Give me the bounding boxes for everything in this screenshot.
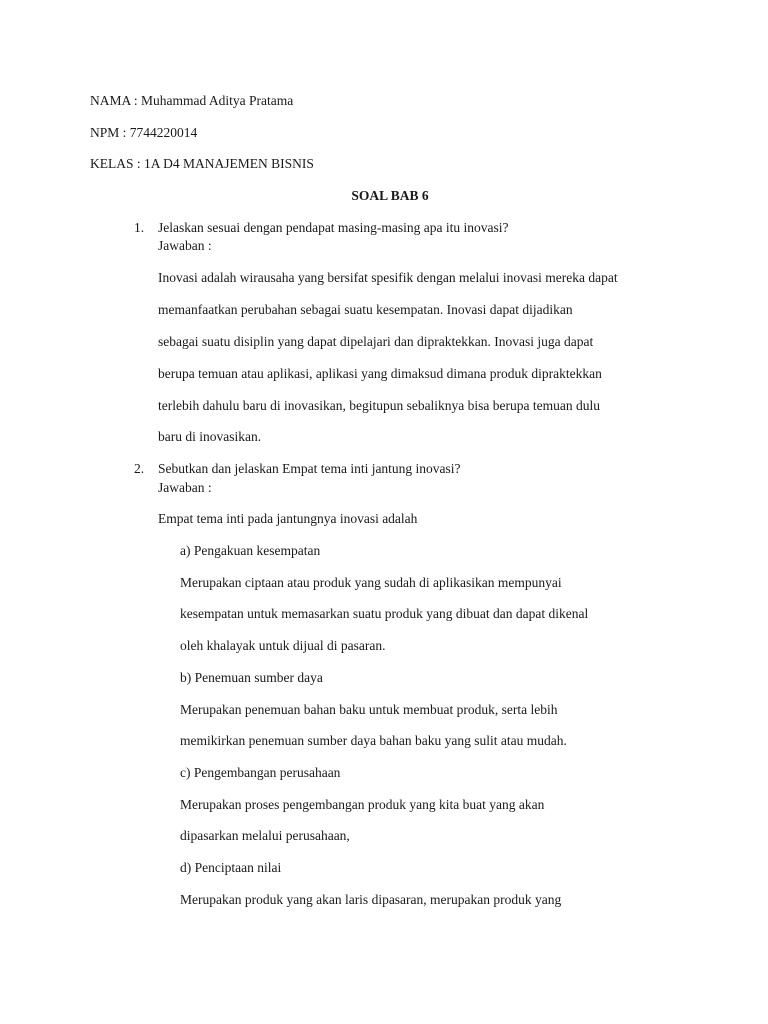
theme-heading-d: d) Penciptaan nilai bbox=[180, 860, 282, 875]
theme-heading-b: b) Penemuan sumber daya bbox=[180, 670, 323, 685]
answer-1-line: memanfaatkan perubahan sebagai suatu kesempatan. Inovasi dapat dijadikan bbox=[158, 302, 573, 317]
question-2-text: Sebutkan dan jelaskan Empat tema inti jantung inovasi? bbox=[158, 461, 461, 476]
answer-2-intro: Empat tema inti pada jantungnya inovasi adalah bbox=[158, 511, 418, 526]
question-1-number: 1. bbox=[134, 220, 145, 235]
theme-a-line: oleh khalayak untuk dijual di pasaran. bbox=[180, 638, 386, 653]
page-title: SOAL BAB 6 bbox=[351, 188, 429, 203]
theme-c-line: Merupakan proses pengembangan produk yang kita buat yang akan bbox=[180, 797, 545, 812]
answer-1-line: sebagai suatu disiplin yang dapat dipelajari dan dipraktekkan. Inovasi juga dapat bbox=[158, 334, 594, 349]
theme-heading-c: c) Pengembangan perusahaan bbox=[180, 765, 341, 780]
answer-1-line: Inovasi adalah wirausaha yang bersifat spesifik dengan melalui inovasi mereka dapat bbox=[158, 270, 618, 285]
theme-d-line: Merupakan produk yang akan laris dipasaran, merupakan produk yang bbox=[180, 892, 562, 907]
answer-1-line: berupa temuan atau aplikasi, aplikasi yang dimaksud dimana produk dipraktekkan bbox=[158, 366, 602, 381]
question-2-number: 2. bbox=[134, 461, 145, 476]
answer-1-line: terlebih dahulu baru di inovasikan, begitupun sebaliknya bisa berupa temuan dulu bbox=[158, 398, 601, 413]
answer-1-line: baru di inovasikan. bbox=[158, 429, 262, 444]
student-name: NAMA : Muhammad Aditya Pratama bbox=[90, 93, 294, 108]
theme-b-line: memikirkan penemuan sumber daya bahan baku yang sulit atau mudah. bbox=[180, 733, 567, 748]
student-npm: NPM : 7744220014 bbox=[90, 125, 198, 140]
theme-c-line: dipasarkan melalui perusahaan, bbox=[180, 828, 350, 843]
student-class: KELAS : 1A D4 MANAJEMEN BISNIS bbox=[90, 156, 314, 171]
theme-b-line: Merupakan penemuan bahan baku untuk membuat produk, serta lebih bbox=[180, 702, 558, 717]
question-1-text: Jelaskan sesuai dengan pendapat masing-masing apa itu inovasi? bbox=[158, 220, 509, 235]
question-1-answer-label: Jawaban : bbox=[158, 238, 212, 253]
theme-heading-a: a) Pengakuan kesempatan bbox=[180, 543, 321, 558]
theme-a-line: Merupakan ciptaan atau produk yang sudah di aplikasikan mempunyai bbox=[180, 575, 562, 590]
question-2-answer-label: Jawaban : bbox=[158, 480, 212, 495]
theme-a-line: kesempatan untuk memasarkan suatu produk yang dibuat dan dapat dikenal bbox=[180, 606, 589, 621]
